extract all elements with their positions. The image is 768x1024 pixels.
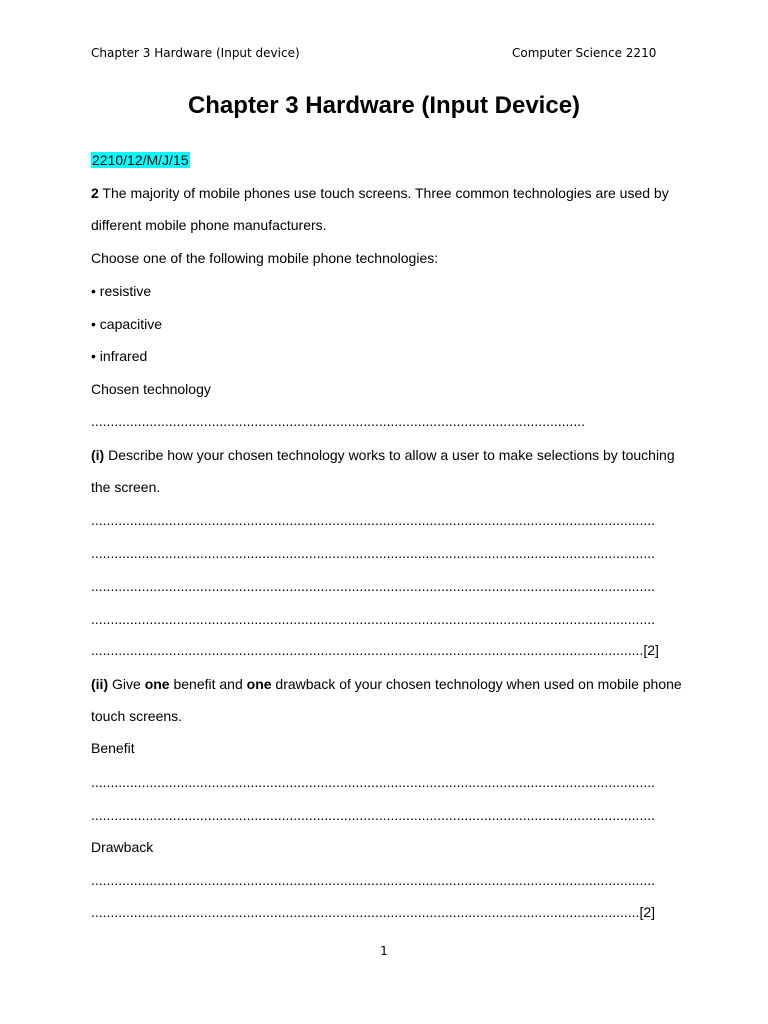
part-i-line1 [91, 447, 675, 463]
question-intro-text1: The majority of mobile phones use touch screens. Three common technologies are used by [98, 185, 669, 201]
option-resistive: • resistive [91, 283, 152, 299]
benefit-answer-line: ................................................................................................................................................. [91, 807, 655, 823]
option-infrared: • infrared [91, 348, 148, 364]
part-i-answer-line: ................................................................................................................................................. [91, 512, 655, 528]
part-ii-bold-one-b: one [246, 676, 272, 692]
part-ii-text-a: Give [108, 676, 145, 692]
part-ii-line1 [91, 676, 682, 692]
part-ii-text-c: drawback of your chosen technology when used on mobile phone [271, 676, 682, 692]
benefit-label: Benefit [91, 740, 135, 756]
part-ii-line2: touch screens. [91, 708, 183, 724]
question-intro-line1 [91, 185, 669, 201]
question-intro-line2: different mobile phone manufacturers. [91, 217, 327, 233]
header-chapter: Chapter 3 Hardware (Input device) [91, 46, 300, 60]
chosen-technology-label: Chosen technology [91, 381, 211, 397]
part-i-answer-line: ................................................................................................................................................. [91, 545, 655, 561]
header-course: Computer Science 2210 [512, 46, 657, 60]
benefit-answer-line: ................................................................................................................................................. [91, 774, 655, 790]
drawback-label: Drawback [91, 839, 154, 855]
part-ii-label: (ii) [91, 676, 109, 692]
part-i-text1: Describe how your chosen technology works to allow a user to make selections by touching [104, 447, 675, 463]
part-ii-bold-one-a: one [144, 676, 170, 692]
drawback-answer-line: ................................................................................................................................................. [91, 872, 655, 888]
drawback-answer-line-marks: .............................................................................................................................................[2] [91, 904, 656, 920]
part-i-answer-line: ................................................................................................................................................. [91, 611, 655, 627]
exam-code-highlight: 2210/12/M/J/15 [92, 152, 189, 168]
page-number: 1 [380, 944, 388, 958]
part-i-line2: the screen. [91, 479, 161, 495]
option-capacitive: • capacitive [91, 316, 163, 332]
exam-code-line [91, 152, 190, 168]
part-ii-text-b: benefit and [169, 676, 247, 692]
part-i-answer-line: ................................................................................................................................................. [91, 578, 655, 594]
page-title: Chapter 3 Hardware (Input Device) [187, 92, 581, 119]
part-i-answer-line-marks: ..............................................................................................................................................[2] [91, 642, 659, 658]
choose-instruction: Choose one of the following mobile phone technologies: [91, 250, 439, 266]
part-i-label: (i) [91, 447, 105, 463]
question-number: 2 [91, 185, 99, 201]
chosen-technology-answer-line: ............................................................................................................................... [91, 413, 585, 429]
